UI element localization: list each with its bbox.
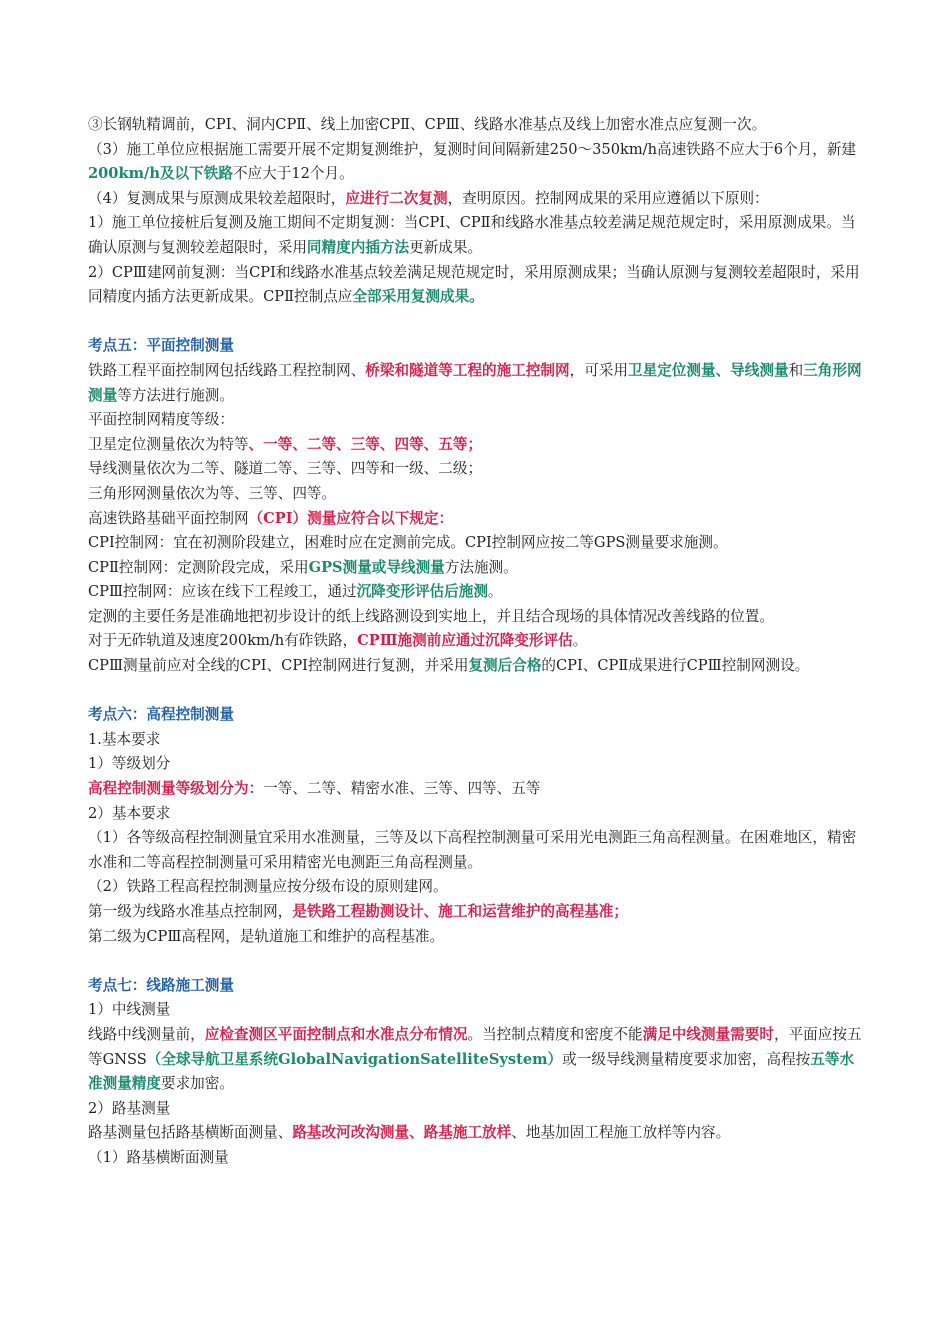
paragraph: 2）基本要求 bbox=[88, 804, 171, 822]
green-emphasis: GPS测量或导线测量 bbox=[308, 558, 445, 576]
paragraph: 卫星定位测量依次为特等、一等、二等、三等、四等、五等； bbox=[88, 435, 483, 453]
paragraph: （4）复测成果与原测成果较差超限时，应进行二次复测，查明原因。控制网成果的采用应遵循以下原则： bbox=[88, 189, 769, 207]
paragraph: CPⅡ控制网：定测阶段完成，采用GPS测量或导线测量方法施测。 bbox=[88, 558, 518, 576]
paragraph: （1）路基横断面测量 bbox=[88, 1148, 229, 1166]
paragraph: 1）等级划分 bbox=[88, 755, 171, 773]
green-emphasis: 五等水准测量精度 bbox=[88, 1050, 855, 1093]
paragraph: 三角形网测量依次为等、三等、四等。 bbox=[88, 484, 337, 502]
paragraph: 导线测量依次为二等、隧道二等、三等、四等和一级、二级； bbox=[88, 460, 483, 478]
red-emphasis: 应进行二次复测 bbox=[345, 189, 448, 207]
red-emphasis: 高程控制测量等级划分为： bbox=[88, 780, 264, 798]
green-emphasis: （全球导航卫星系统GlobalNavigationSatelliteSystem） bbox=[146, 1050, 563, 1068]
red-emphasis: 满足中线测量需要时 bbox=[642, 1025, 774, 1043]
paragraph: 铁路工程平面控制网包括线路工程控制网、桥梁和隧道等工程的施工控制网，可采用卫星定位测量、导线测量和三角形网测量等方法进行施测。 bbox=[88, 361, 862, 404]
paragraph: 1）中线测量 bbox=[88, 1001, 171, 1019]
red-emphasis: 应检查测区平面控制点和水准点分布情况 bbox=[204, 1025, 468, 1043]
paragraph: CPⅢ控制网：应该在线下工程竣工，通过沉降变形评估后施测。 bbox=[88, 583, 503, 601]
paragraph: 定测的主要任务是准确地把初步设计的纸上线路测设到实地上，并且结合现场的具体情况改善线路的位置。 bbox=[88, 607, 774, 625]
red-emphasis: 桥梁和隧道等工程的施工控制网 bbox=[365, 361, 570, 379]
red-emphasis: 是铁路工程勘测设计、施工和运营维护的高程基准； bbox=[292, 903, 628, 920]
section-heading: 考点六：高程控制测量 bbox=[88, 706, 234, 724]
red-emphasis: CPⅢ施测前应通过沉降变形评估 bbox=[357, 632, 573, 650]
paragraph: （3）施工单位应根据施工需要开展不定期复测维护，复测时间间隔新建250～350km/h高速铁路不应大于6个月，新建200km/h及以下铁路不应大于12个月。 bbox=[88, 140, 857, 183]
section-heading: 考点七：线路施工测量 bbox=[88, 976, 234, 994]
green-emphasis: 全部采用复测成果。 bbox=[352, 288, 484, 306]
paragraph: 路基测量包括路基横断面测量、路基改河改沟测量、路基施工放样、地基加固工程施工放样等内容。 bbox=[88, 1124, 731, 1142]
red-emphasis: 路基改河改沟测量、路基施工放样 bbox=[292, 1124, 512, 1142]
red-emphasis: （CPI）测量应符合以下规定： bbox=[248, 509, 454, 527]
green-emphasis: 复测后合格 bbox=[468, 657, 542, 675]
red-emphasis: 、一等、二等、三等、四等、五等； bbox=[248, 435, 483, 453]
green-emphasis: 沉降变形评估后施测 bbox=[356, 583, 488, 601]
paragraph: 高速铁路基础平面控制网（CPI）测量应符合以下规定： bbox=[88, 509, 454, 527]
paragraph: 线路中线测量前，应检查测区平面控制点和水准点分布情况。当控制点精度和密度不能满足中线测量需要时，平面应按五等GNSS（全球导航卫星系统GlobalNavigationSatelliteSystem）或一级导线测量精度要求加密，高程按五等水准测量精度要求加密。 bbox=[88, 1025, 862, 1093]
green-emphasis: 三角形网测量 bbox=[88, 361, 862, 404]
paragraph: 2）路基测量 bbox=[88, 1099, 171, 1117]
section-heading: 考点五：平面控制测量 bbox=[88, 337, 234, 355]
paragraph: 2）CPⅢ建网前复测：当CPⅠ和线路水准基点较差满足规范规定时，采用原测成果；当确认原测与复测较差超限时，采用同精度内插方法更新成果。CPⅡ控制点应全部采用复测成果。 bbox=[88, 263, 860, 306]
green-emphasis: 200km/h及以下铁路 bbox=[88, 165, 233, 183]
paragraph: 第二级为CPⅢ高程网，是轨道施工和维护的高程基准。 bbox=[88, 927, 445, 945]
paragraph: 高程控制测量等级划分为：一等、二等、精密水准、三等、四等、五等 bbox=[88, 780, 541, 798]
paragraph: 平面控制网精度等级： bbox=[88, 411, 234, 429]
paragraph: CPⅠ控制网：宜在初测阶段建立，困难时应在定测前完成。CPⅠ控制网应按二等GPS测量要求施测。 bbox=[88, 534, 728, 552]
paragraph: 1）施工单位接桩后复测及施工期间不定期复测：当CPⅠ、CPⅡ和线路水准基点较差满足规范规定时，采用原测成果。当确认原测与复测较差超限时，采用同精度内插方法更新成果。 bbox=[88, 214, 856, 256]
paragraph: （2）铁路工程高程控制测量应按分级布设的原则建网。 bbox=[88, 878, 448, 896]
paragraph: 第一级为线路水准基点控制网，是铁路工程勘测设计、施工和运营维护的高程基准； bbox=[88, 903, 628, 920]
green-emphasis: 卫星定位测量、导线测量 bbox=[628, 361, 789, 379]
paragraph: CPⅢ测量前应对全线的CPI、CPI控制网进行复测，并采用复测后合格的CPI、CPⅡ成果进行CPⅢ控制网测设。 bbox=[88, 657, 810, 675]
green-emphasis: 同精度内插方法 bbox=[306, 238, 410, 256]
paragraph: 对于无砟轨道及速度200km/h有砟铁路，CPⅢ施测前应通过沉降变形评估。 bbox=[88, 632, 588, 650]
paragraph: ③长钢轨精调前，CPI、洞内CPⅡ、线上加密CPⅡ、CPⅢ、线路水准基点及线上加密水准点应复测一次。 bbox=[88, 116, 767, 133]
paragraph: 1.基本要求 bbox=[88, 730, 161, 748]
paragraph: （1）各等级高程控制测量宜采用水准测量，三等及以下高程控制测量可采用光电测距三角高程测量。在困难地区，精密水准和二等高程控制测量可采用精密光电测距三角高程测量。 bbox=[88, 829, 857, 871]
document-page bbox=[88, 113, 866, 1171]
